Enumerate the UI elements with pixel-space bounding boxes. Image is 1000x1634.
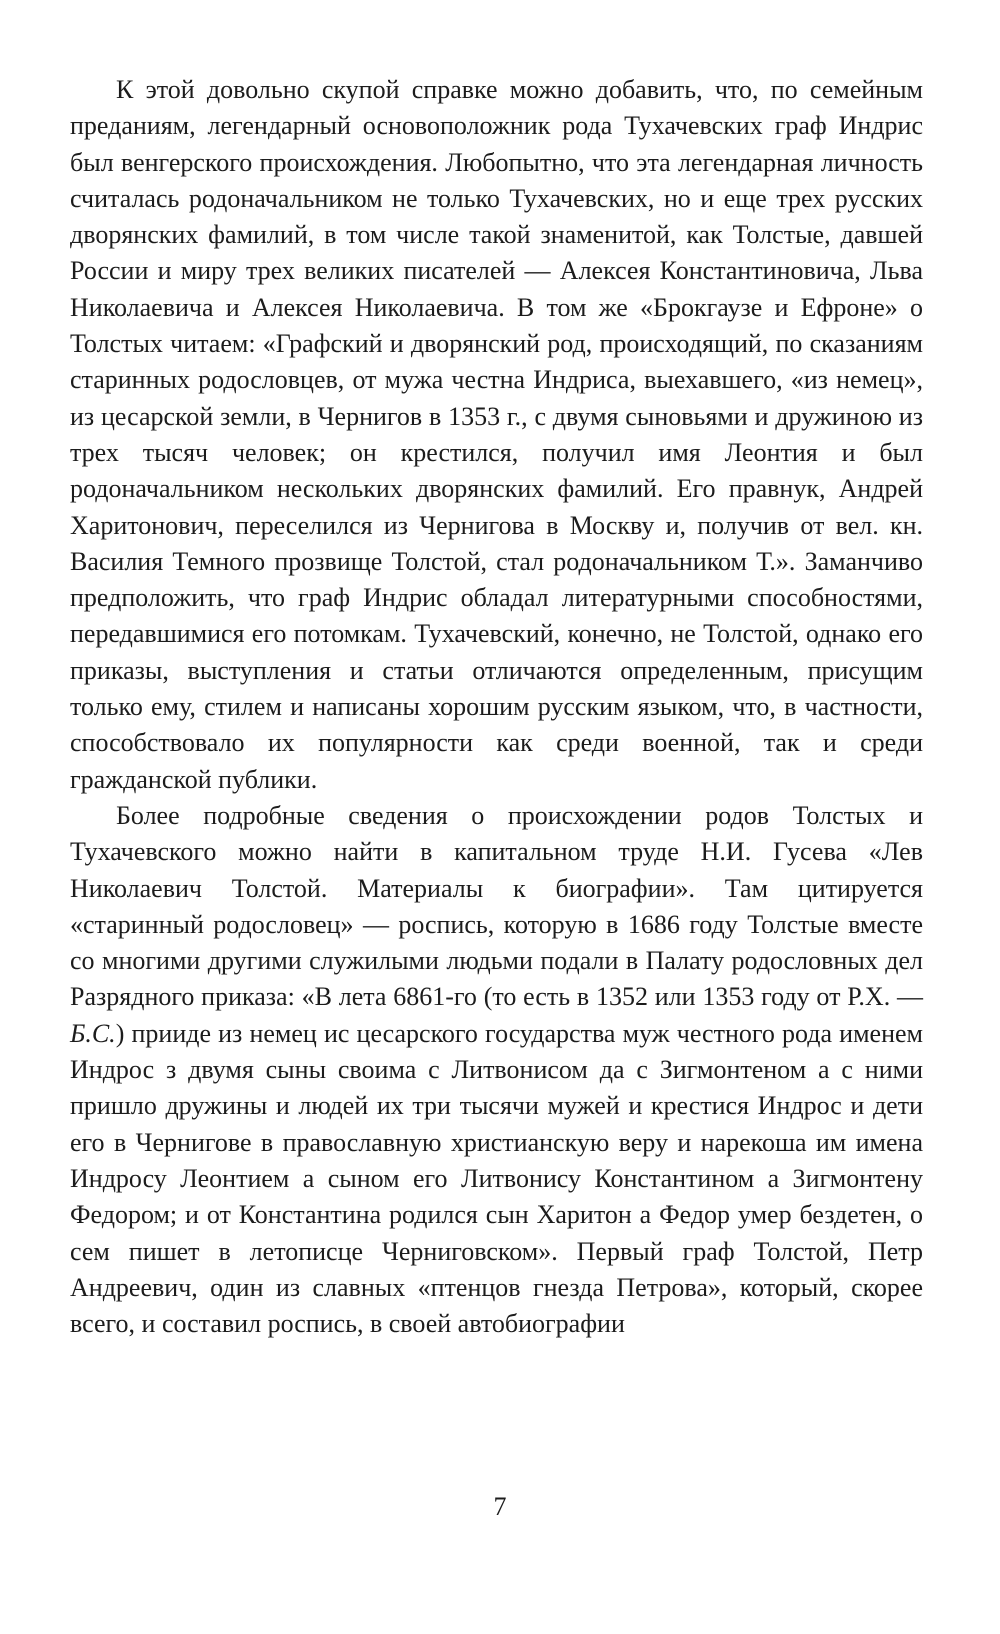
author-initials: Б.С. [70, 1018, 116, 1048]
page-number: 7 [493, 1492, 507, 1521]
paragraph-1: К этой довольно скупой справке можно добавить, что, по семейным преданиям, легендарный основоположник рода Тухачевских граф Индрис был венгерского происхождения. Любопытно, что эта легендарная личность считалась родоначальником не только Тухачевских, но и еще трех русских дворянских фамилий, в том числе такой знаменитой, как Толстые, давшей России и миру трех великих писателей — Алексея Константиновича, Льва Николаевича и Алексея Николаевича. В том же «Брокгаузе и Ефроне» о Толстых читаем: «Графский и дворянский род, происходящий, по сказаниям старинных родословцев, от мужа честна Индриса, выехавшего, «из немец», из цесарской земли, в Чернигов в 1353 г., с двумя сыновьями и дружиною из трех тысяч человек; он крестился, получил имя Леонтия и был родоначальником нескольких дворянских фамилий. Его правнук, Андрей Харитонович, переселился из Чернигова в Москву и, получив от вел. кн. Василия Темного прозвище Толстой, стал родоначальником Т.». Заманчиво предположить, что граф Индрис обладал литературными способностями, передавшимися его потомкам. Тухачевский, конечно, не Толстой, однако его приказы, выступления и статьи отличаются определенным, присущим только ему, стилем и написаны хорошим русским языком, что, в частности, способствовало их популярности как среди военной, так и среди гражданской публики. [70, 75, 923, 794]
page-body [70, 72, 923, 1342]
paragraph-2 [70, 798, 923, 1342]
paragraph-2-text-start: Более подробные сведения о происхождении родов Толстых и Тухачевского можно найти в капитальном труде Н.И. Гусева «Лев Николаевич Толстой. Материалы к биографии». Там цитируется «старинный родословец» — роспись, которую в 1686 году Толстые вместе со многими другими служилыми людьми подали в Палату родословных дел Разрядного приказа: «В лета 6861-го (то есть в 1352 или 1353 году от Р.Х. — [70, 800, 923, 1012]
paragraph-2-text-end: ) прииде из немец ис цесарского государства муж честного рода именем Индрос з двумя сыны своима с Литвонисом да с Зигмонтеном а с ними пришло дружины и людей их три тысячи мужей и крестися Индрос и дети его в Чернигове в православную христианскую веру и нарекоша им имена Индросу Леонтием а сыном его Литвонису Константином а Зигмонтену Федором; и от Константина родился сын Харитон а Федор умер бездетен, о сем пишет в летописце Черниговском». Первый граф Толстой, Петр Андреевич, один из славных «птенцов гнезда Петрова», который, скорее всего, и составил роспись, в своей автобиографии [70, 1018, 923, 1339]
